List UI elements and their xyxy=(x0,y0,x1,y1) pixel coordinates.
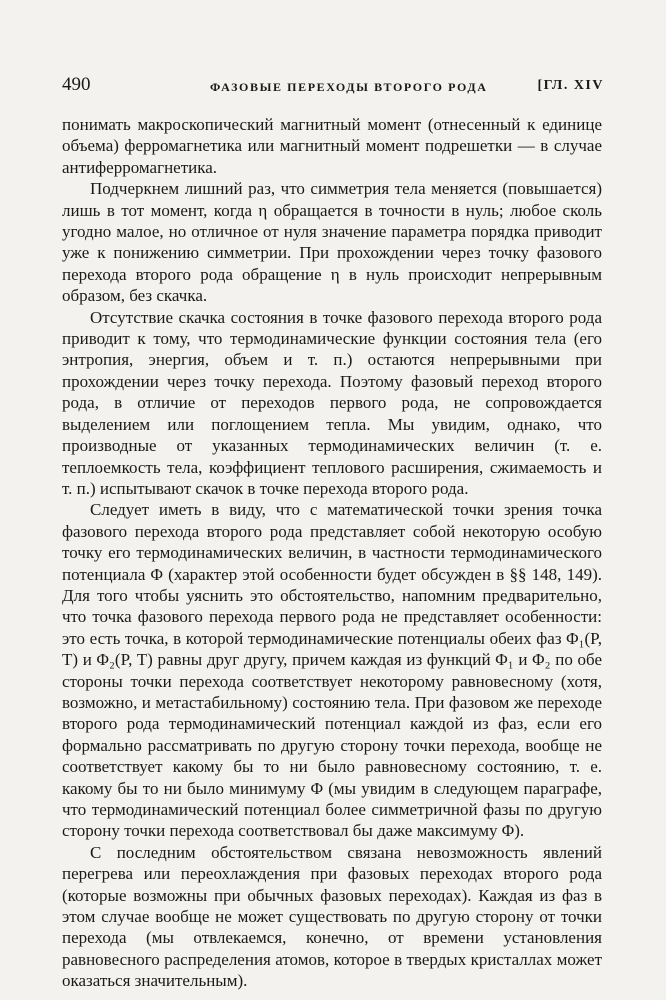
chapter-title: ФАЗОВЫЕ ПЕРЕХОДЫ ВТОРОГО РОДА xyxy=(210,80,488,94)
paragraph-no-superheating: С последним обстоятельством связана невозможность явлений перегрева или переохлаждения при фазовых переходах второго рода (которые возможны при обычных фазовых переходах). Каждая из фаз в этом случае вообще не может существовать по другую сторону от точки перехода (мы отвлекаемся, конечно, от времени установления равновесного распределения атомов, которое в твердых кристаллах может оказаться значительным). xyxy=(62,842,602,991)
body-text xyxy=(62,114,602,992)
paragraph-continuation: понимать макроскопический магнитный момент (отнесенный к единице объема) ферромагнетика или магнитный момент подрешетки — в случае антиферромагнетика. xyxy=(62,115,602,177)
page-number: 490 xyxy=(62,74,91,95)
running-head xyxy=(62,72,602,108)
book-page xyxy=(62,72,602,992)
chapter-reference: [ГЛ. XIV xyxy=(537,78,604,93)
paragraph-no-jump: Отсутствие скачка состояния в точке фазового перехода второго рода приводит к тому, что термодинамические функции состояния тела (его энтропия, энергия, объем и т. п.) остаются непрерывными при прохождении через точку перехода. Поэтому фазовый переход второго рода, в отличие от переходов первого рода, не сопровождается выделением или поглощением тепла. Мы увидим, однако, что производные от указанных термодинамических величин (т. е. теплоемкость тела, коэффициент теплового расширения, сжимаемость и т. п.) испытывают скачок в точке перехода второго рода. xyxy=(62,307,602,498)
paragraph-symmetry: Подчеркнем лишний раз, что симметрия тела меняется (повышается) лишь в тот момент, когда η обращается в точности в нуль; любое сколь угодно малое, но отличное от нуля значение параметра порядка приводит уже к понижению симметрии. При прохождении через точку фазового перехода второго рода обращение η в нуль происходит непрерывным образом, без скачка. xyxy=(62,179,602,306)
paragraph-singular-point: Следует иметь в виду, что с математической точки зрения точка фазового перехода второго рода представляет собой некоторую особую точку его термодинамических величин, в частности термодинамического потенциала Φ (характер этой особенности будет обсужден в §§ 148, 149). Для того чтобы уяснить это обстоятельство, напомним предварительно, что точка фазового перехода первого рода не представляет особенности: это есть точка, в которой термодинамические потенциалы обеих фаз Φ₁(P, T) и Φ₂(P, T) равны друг другу, причем каждая из функций Φ₁ и Φ₂ по обе стороны точки перехода соответствует некоторому равновесному (хотя, возможно, и метастабильному) состоянию тела. При фазовом же переходе второго рода термодинамический потенциал каждой из фаз, если его формально рассматривать по другую сторону точки перехода, вообще не соответствует какому бы то ни было равновесному состоянию, т. е. какому бы то ни было минимуму Φ (мы увидим в следующем параграфе, что термодинамический потенциал более симметричной фазы по другую сторону точки перехода соответствовал бы даже максимуму Φ). xyxy=(62,500,602,841)
